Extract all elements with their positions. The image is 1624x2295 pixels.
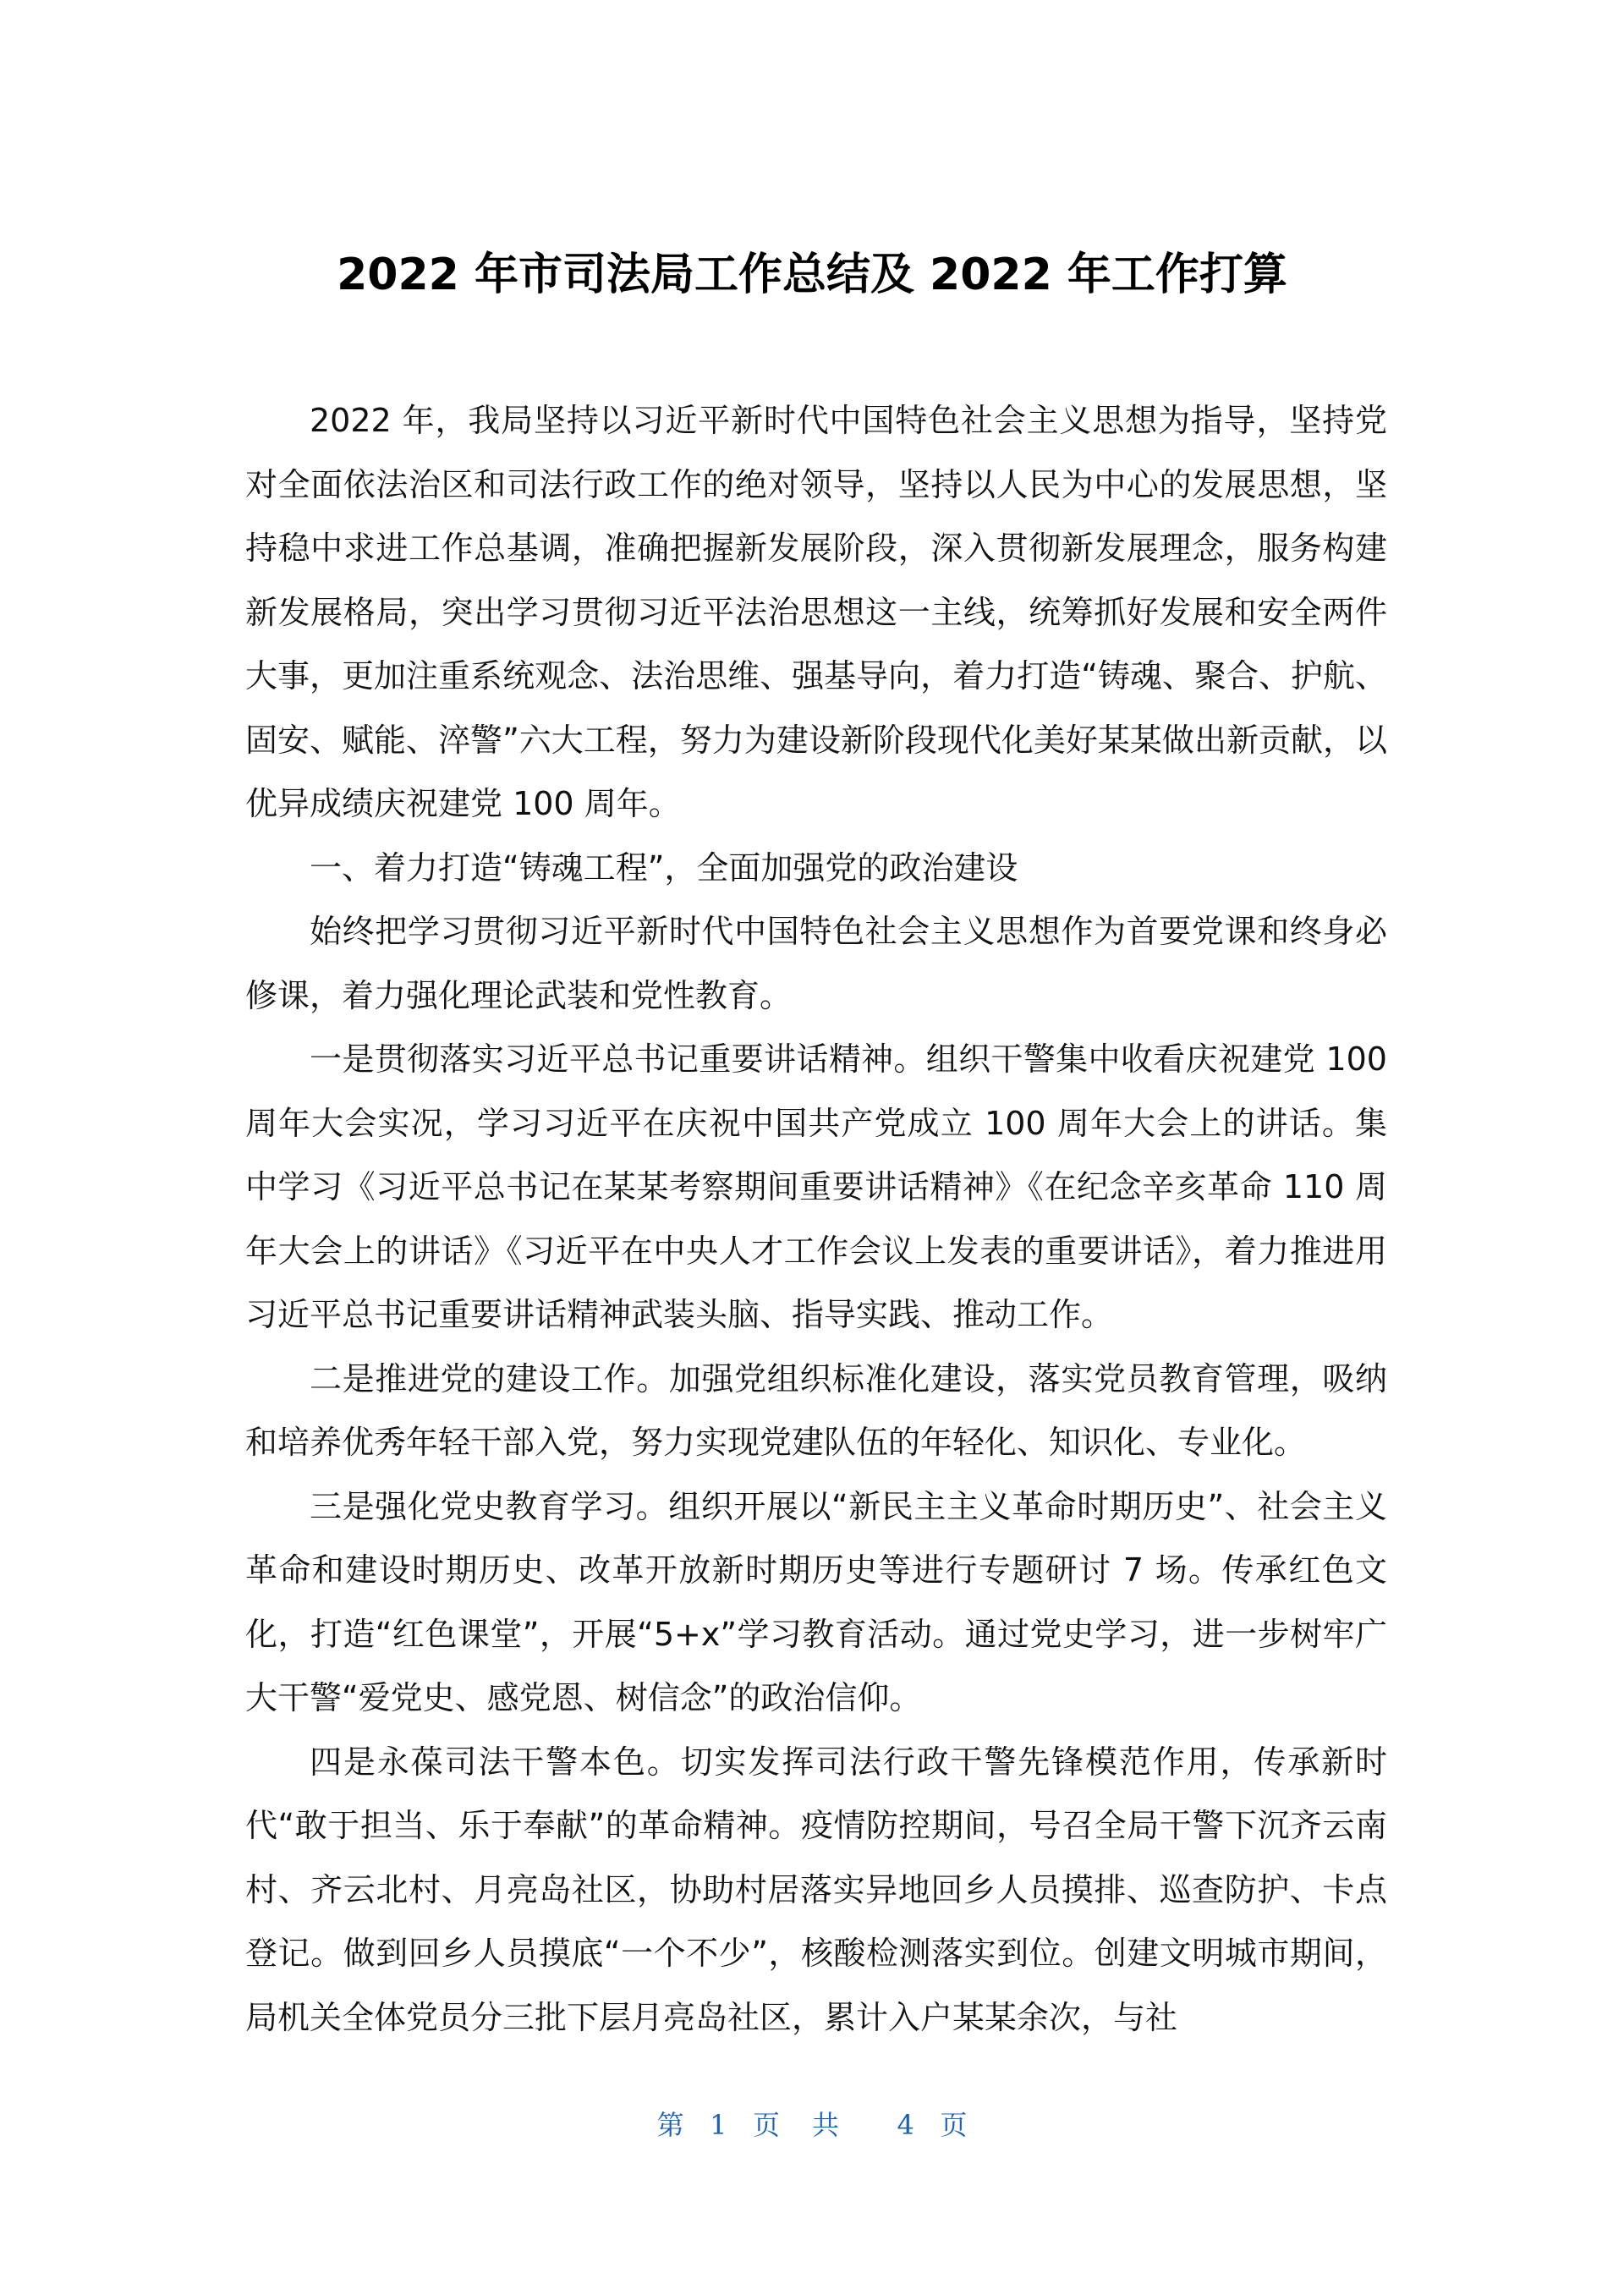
page-footer: [0, 2106, 1624, 2144]
footer-prefix: 第: [656, 2109, 684, 2141]
footer-total-pages: 4: [897, 2109, 914, 2141]
section-heading-1: 一、着力打造“铸魂工程”，全面加强党的政治建设: [310, 848, 1018, 887]
paragraph-point-3: 三是强化党史教育学习。组织开展以“新民主主义革命时期历史”、社会主义革命和建设时期历史、改革开放新时期历史等进行专题研讨 7 场。传承红色文化，打造“红色课堂”，开展“5+x”学习教育活动。通过党史学习，进一步树牢广大干警“爱党史、感党恩、树信念”的政治信仰。: [245, 1487, 1387, 1716]
paragraph-intro: 2022 年，我局坚持以习近平新时代中国特色社会主义思想为指导，坚持党对全面依法治区和司法行政工作的绝对领导，坚持以人民为中心的发展思想，坚持稳中求进工作总基调，准确把握新发展阶段，深入贯彻新发展理念，服务构建新发展格局，突出学习贯彻习近平法治思想这一主线，统筹抓好发展和安全两件大事，更加注重系统观念、法治思维、强基导向，着力打造“铸魂、聚合、护航、固安、赋能、淬警”六大工程，努力为建设新阶段现代化美好某某做出新贡献，以优异成绩庆祝建党 100 周年。: [245, 402, 1387, 822]
paragraph-section1-intro: 始终把学习贯彻习近平新时代中国特色社会主义思想作为首要党课和终身必修课，着力强化理论武装和党性教育。: [245, 913, 1387, 1014]
paragraph-point-2: 二是推进党的建设工作。加强党组织标准化建设，落实党员教育管理，吸纳和培养优秀年轻干部入党，努力实现党建队伍的年轻化、知识化、专业化。: [245, 1359, 1387, 1461]
footer-current-page: 1: [710, 2109, 727, 2141]
footer-mid: 页共: [752, 2109, 871, 2141]
document-title: 2022 年市司法局工作总结及 2022 年工作打算: [337, 250, 1287, 300]
document-body: [245, 389, 1387, 2050]
paragraph-point-1: 一是贯彻落实习近平总书记重要讲话精神。组织干警集中收看庆祝建党 100 周年大会实况，学习习近平在庆祝中国共产党成立 100 周年大会上的讲话。集中学习《习近平总书记在某某考察期间重要讲话精神》《在纪念辛亥革命 110 周年大会上的讲话》《习近平在中央人才工作会议上发表的重要讲话》，着力推进用习近平总书记重要讲话精神武装头脑、指导实践、推动工作。: [245, 1040, 1387, 1333]
paragraph-point-4: 四是永葆司法干警本色。切实发挥司法行政干警先锋模范作用，传承新时代“敢于担当、乐于奉献”的革命精神。疫情防控期间，号召全局干警下沉齐云南村、齐云北村、月亮岛社区，协助村居落实异地回乡人员摸排、巡查防护、卡点登记。做到回乡人员摸底“一个不少”，核酸检测落实到位。创建文明城市期间，局机关全体党员分三批下层月亮岛社区，累计入户某某余次，与社: [245, 1743, 1387, 2036]
footer-suffix: 页: [940, 2109, 968, 2141]
